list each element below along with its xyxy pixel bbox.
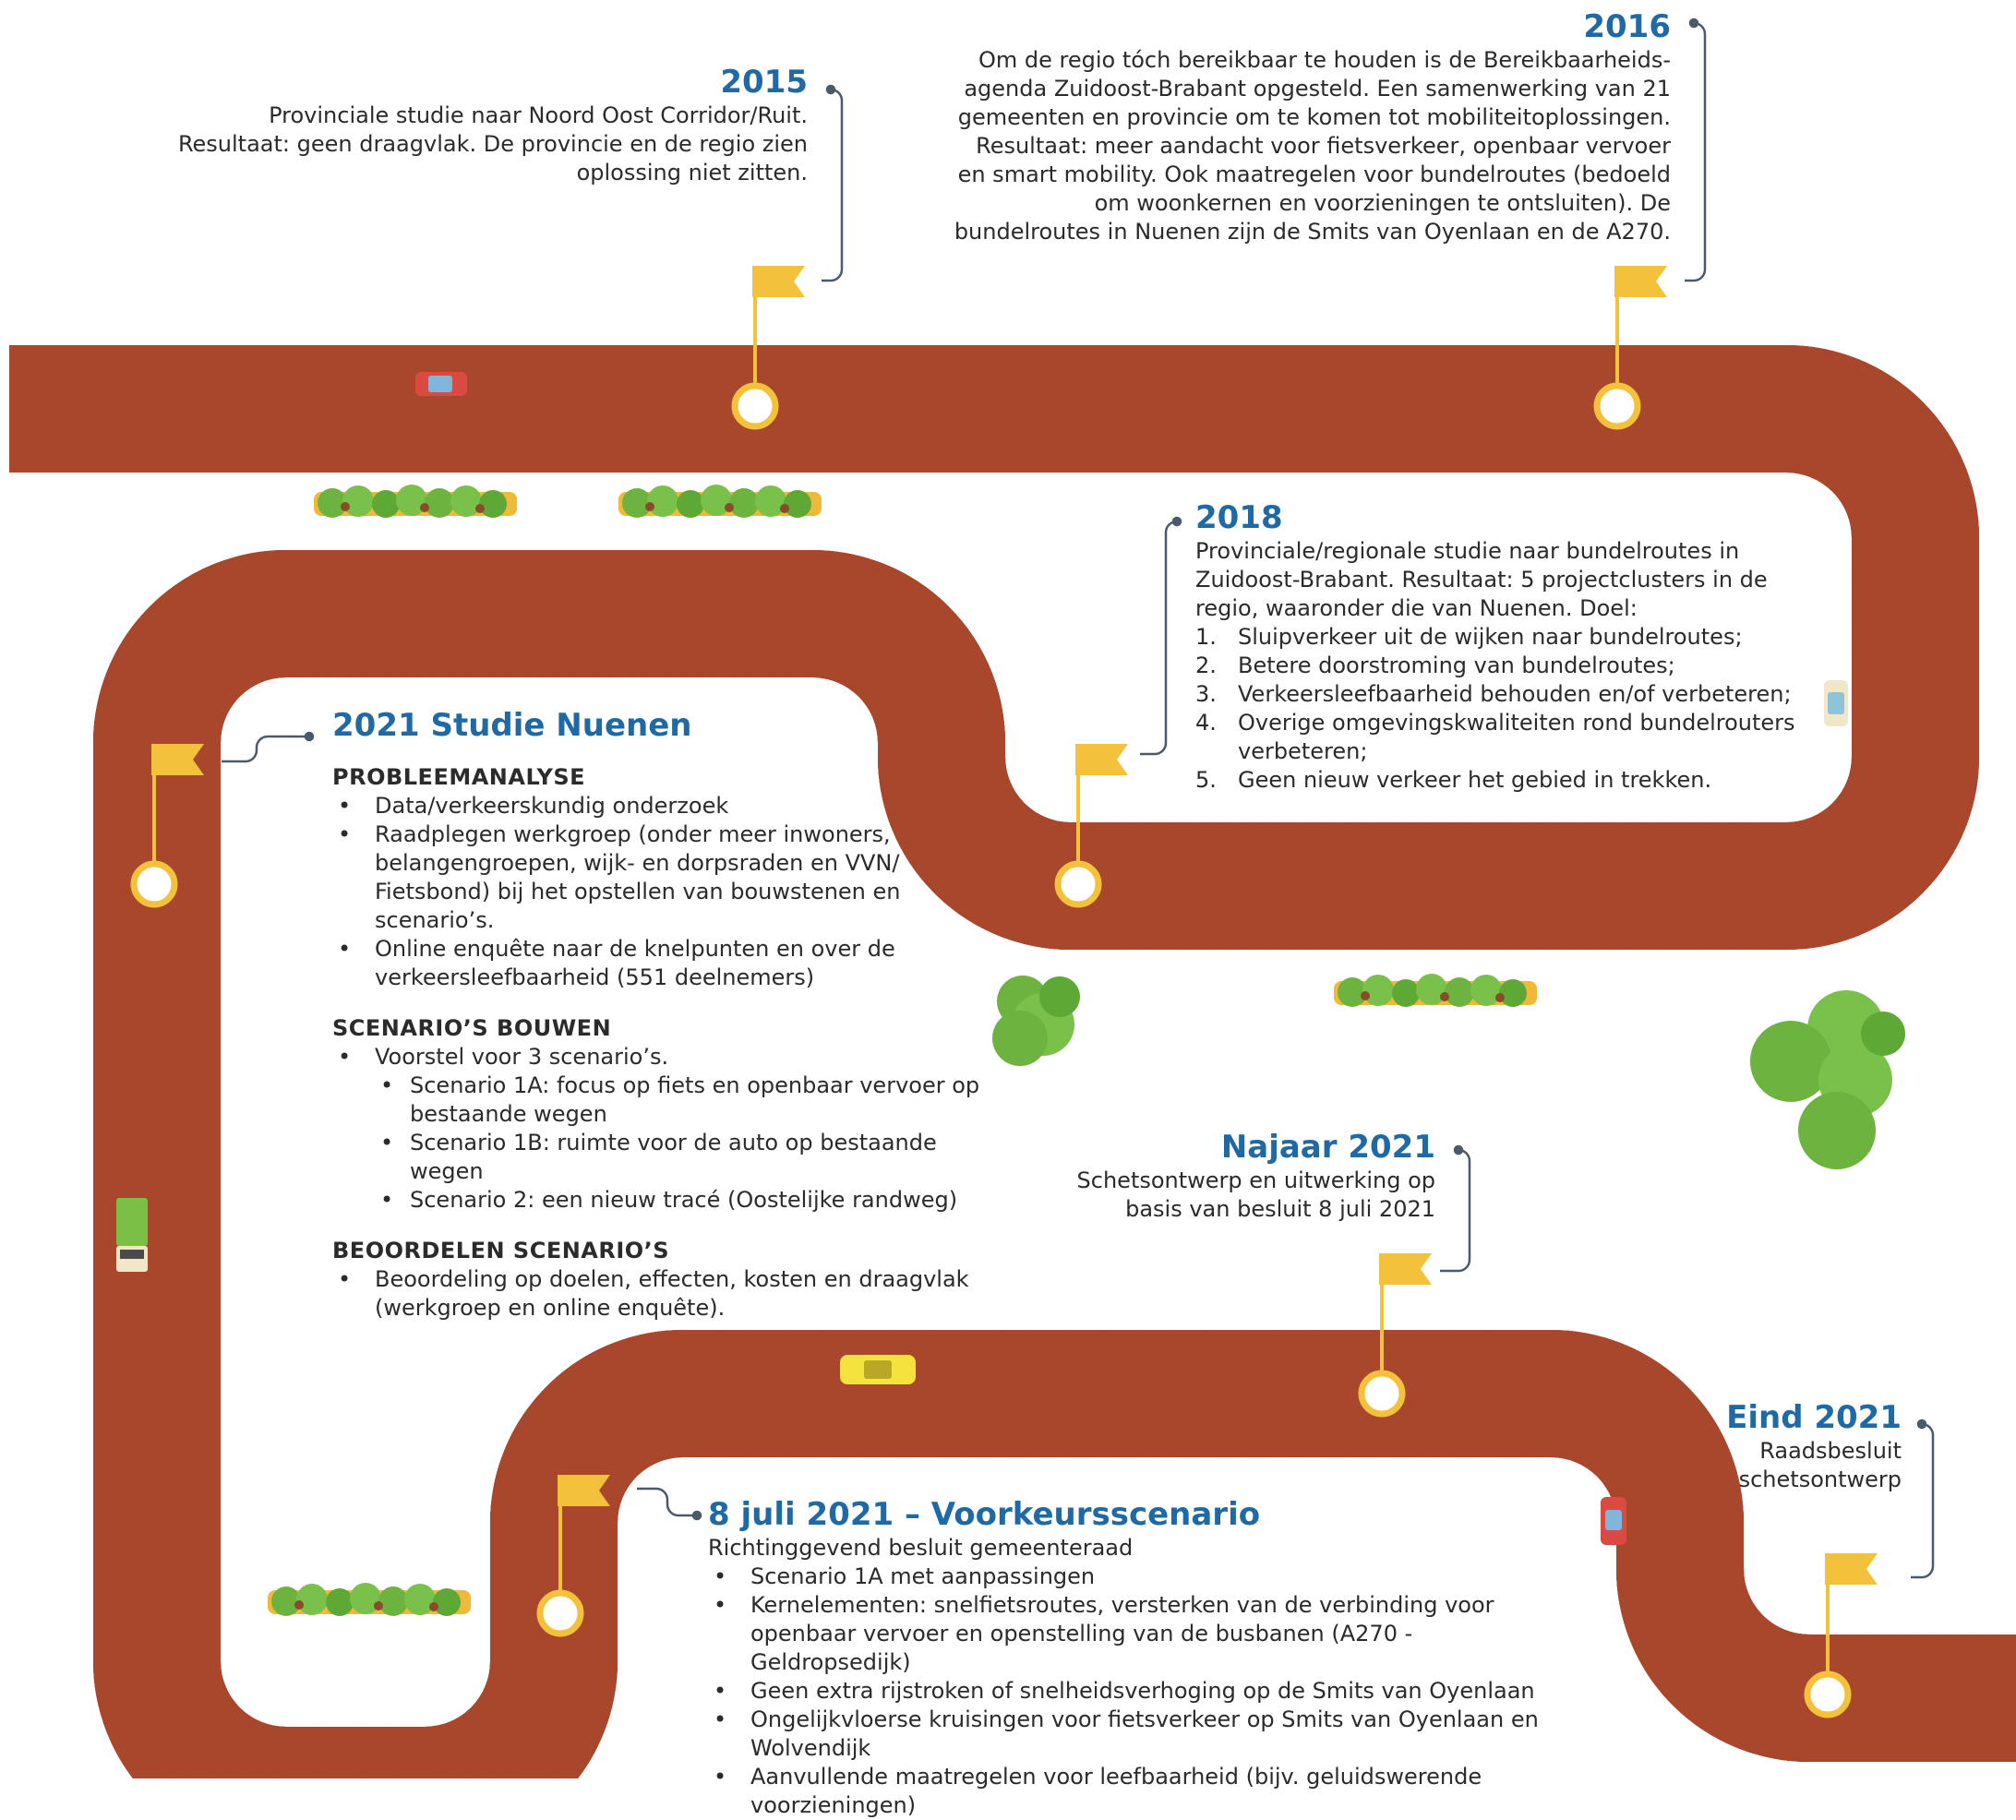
milestone-year: 2016 bbox=[1583, 8, 1671, 45]
section-heading: BEOORDELEN SCENARIO’S bbox=[332, 1238, 670, 1263]
milestone-2021-studie bbox=[332, 706, 1015, 1323]
shrub-icon bbox=[618, 485, 822, 518]
milestone-text: Provinciale/regionale studie naar bundelroutes in Zuidoost-Brabant. Resultaat: 5 projectclusters in de regio, waaronder die van Nuenen. Doel: bbox=[1195, 538, 1768, 621]
list-item: • Scenario 2: een nieuw tracé (Oostelijke randweg) bbox=[375, 1186, 1015, 1215]
milestone-year: 2018 bbox=[1195, 499, 1283, 536]
milestone-najaar-2021 bbox=[1075, 1128, 1435, 1224]
sub-list bbox=[375, 1072, 1015, 1215]
list-item: Betere doorstroming van bundelroutes; bbox=[1238, 653, 1675, 678]
list-item: Geen nieuw verkeer het gebied in trekken. bbox=[1238, 767, 1712, 793]
milestone-marker[interactable] bbox=[134, 864, 174, 904]
list-item: • Scenario 1B: ruimte voor de auto op bestaande wegen bbox=[375, 1129, 1015, 1186]
list-item: Sluipverkeer uit de wijken naar bundelroutes; bbox=[1238, 624, 1743, 650]
section-heading: PROBLEEMANALYSE bbox=[332, 764, 586, 790]
list-item: • Ongelijkvloerse kruisingen voor fietsverkeer op Smits van Oyenlaan en Wolvendijk bbox=[708, 1706, 1566, 1763]
shrub-icon bbox=[314, 485, 517, 518]
car-icon bbox=[1824, 680, 1848, 726]
truck-icon bbox=[116, 1198, 148, 1272]
list-item bbox=[332, 1043, 1015, 1215]
shrub-icon bbox=[1334, 974, 1537, 1007]
milestone-subtitle: Richtinggevend besluit gemeenteraad bbox=[708, 1535, 1134, 1561]
shrub-icon bbox=[268, 1583, 471, 1616]
milestone-marker[interactable] bbox=[1362, 1373, 1402, 1414]
milestone-title: Najaar 2021 bbox=[1220, 1129, 1435, 1166]
milestone-marker[interactable] bbox=[1597, 386, 1638, 426]
list-item: • Kernelementen: snelfietsroutes, versterken van de verbinding voor openbaar vervoer en openstelling van de busbanen (A270 - Geldropsedijk) bbox=[708, 1591, 1566, 1677]
car-icon bbox=[415, 372, 467, 396]
milestone-2018 bbox=[1195, 498, 1795, 795]
list-item: Verkeersleefbaarheid behouden en/of verbeteren; bbox=[1238, 681, 1792, 707]
milestone-title: 2021 Studie Nuenen bbox=[332, 707, 692, 744]
milestone-marker[interactable] bbox=[1807, 1674, 1848, 1715]
goal-list bbox=[1195, 623, 1795, 795]
milestone-text: Raadsbesluit schetsontwerp bbox=[1738, 1438, 1902, 1492]
milestone-text: Schetsontwerp en uitwerking op basis van besluit 8 juli 2021 bbox=[1076, 1167, 1435, 1222]
list-item: • Online enquête naar de knelpunten en over de verkeersleefbaarheid (551 deelnemers) bbox=[332, 935, 1015, 992]
list-item: • Scenario 1A: focus op fiets en openbaar vervoer op bestaande wegen bbox=[375, 1072, 1015, 1129]
list-item: • Beoordeling op doelen, effecten, kosten en draagvlak (werkgroep en online enquête). bbox=[332, 1265, 1015, 1323]
section-heading: SCENARIO’S BOUWEN bbox=[332, 1015, 612, 1041]
milestone-title: Eind 2021 bbox=[1726, 1399, 1902, 1436]
milestone-eind-2021 bbox=[1717, 1398, 1902, 1494]
bullet-list bbox=[332, 1043, 1015, 1215]
list-item: • Data/verkeerskundig onderzoek bbox=[332, 792, 1015, 820]
milestone-marker[interactable] bbox=[735, 386, 775, 426]
milestone-8-juli-2021 bbox=[708, 1495, 1566, 1820]
milestone-2016 bbox=[951, 7, 1671, 246]
milestone-marker[interactable] bbox=[1058, 864, 1098, 904]
list-item: Overige omgevingskwaliteiten rond bundelrouters verbeteren; bbox=[1238, 710, 1795, 764]
milestone-marker[interactable] bbox=[540, 1593, 581, 1634]
milestone-text: Provinciale studie naar Noord Oost Corridor/Ruit. Resultaat: geen draagvlak. De provincie en de regio zien oplossing niet zitten. bbox=[177, 102, 808, 186]
bullet-list bbox=[708, 1563, 1566, 1820]
list-item: • Aanvullende maatregelen voor leefbaarheid (bijv. geluidswerende voorzieningen) bbox=[708, 1763, 1566, 1820]
list-item-text: Voorstel voor 3 scenario’s. bbox=[375, 1044, 669, 1070]
list-item: • Geen extra rijstroken of snelheidsverhoging op de Smits van Oyenlaan bbox=[708, 1677, 1566, 1706]
milestone-2015 bbox=[175, 63, 808, 187]
bullet-list bbox=[332, 1265, 1015, 1323]
list-item: • Scenario 1A met aanpassingen bbox=[708, 1563, 1566, 1591]
car-icon bbox=[1601, 1497, 1626, 1545]
milestone-year: 2015 bbox=[720, 64, 808, 101]
tree-icon bbox=[1750, 990, 1905, 1169]
milestone-text: Om de regio tóch bereikbaar te houden is de Bereikbaarheids-agenda Zuidoost-Brabant opgesteld. Een samenwerking van 21 gemeenten en provincie om te komen tot mobiliteitoplossingen. Resultaat: meer aandacht voor fietsverkeer, openbaar vervoer en smart mobility. Ook maatregelen voor bundelroutes (bedoeld om woonkernen en voorzieningen te ontsluiten). De bundelroutes in Nuenen zijn de Smits van Oyenlaan en de A270. bbox=[954, 47, 1671, 245]
bullet-list bbox=[332, 792, 1015, 992]
car-icon bbox=[840, 1355, 916, 1384]
milestone-title: 8 juli 2021 – Voorkeursscenario bbox=[708, 1496, 1261, 1533]
list-item: • Raadplegen werkgroep (onder meer inwoners, belangengroepen, wijk- en dorpsraden en VVN/ Fietsbond) bij het opstellen van bouwstenen en scenario’s. bbox=[332, 820, 1015, 935]
